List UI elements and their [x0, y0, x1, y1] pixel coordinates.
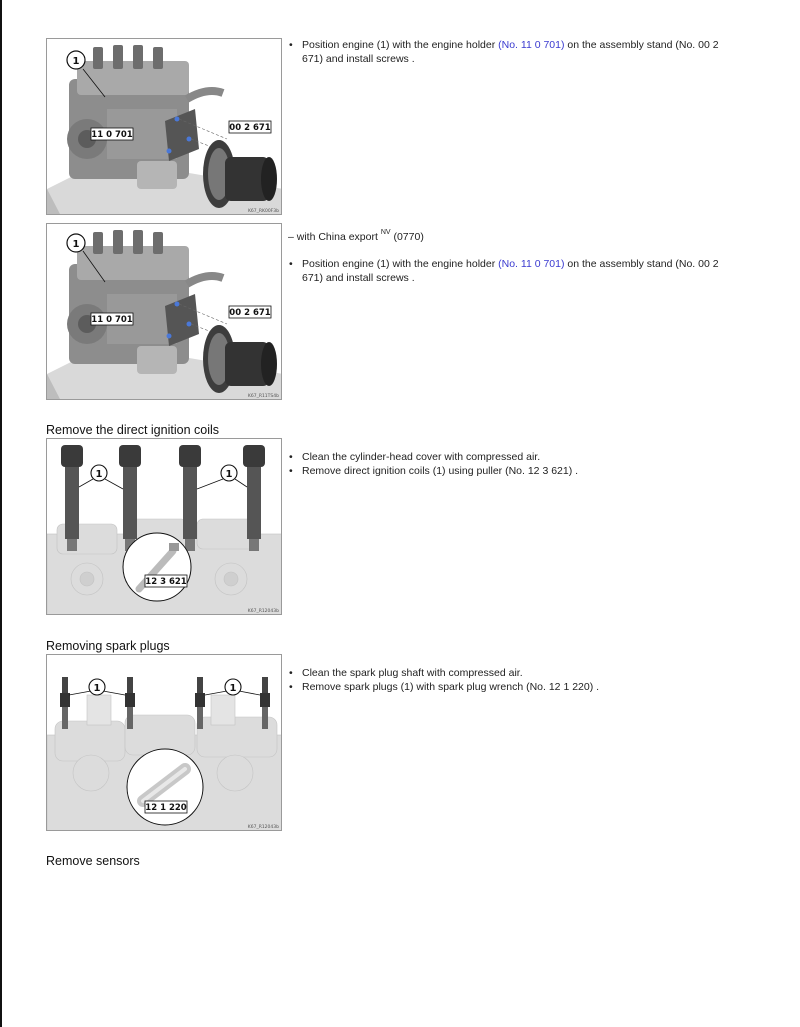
step-list — [288, 666, 758, 694]
svg-text:00 2 671: 00 2 671 — [229, 123, 271, 133]
engine-holder-china-figure — [46, 223, 282, 400]
page-left-border — [0, 0, 2, 1027]
tool-label-engine-holder — [91, 128, 133, 140]
ignition-coils-figure — [46, 438, 282, 615]
tool-label-spark-plug-wrench — [145, 801, 187, 813]
svg-text:1: 1 — [95, 469, 103, 480]
svg-text:12 3 621: 12 3 621 — [145, 577, 187, 587]
step-list — [288, 38, 758, 66]
svg-text:1: 1 — [72, 56, 80, 67]
figure-code: K67_R12043b — [247, 825, 279, 830]
section-heading-ignition-coils: Remove the direct ignition coils — [46, 423, 219, 437]
svg-text:1: 1 — [93, 683, 101, 694]
step-item: • Position engine (1) with the engine holder (No. 11 0 701) on the assembly stand (No. 00 2 671) and install screws . — [288, 38, 758, 66]
puller-detail — [123, 533, 191, 601]
tool-label-puller — [145, 575, 187, 587]
step-list — [288, 450, 758, 478]
spark-plugs-figure — [46, 654, 282, 831]
tool-label-engine-holder — [91, 313, 133, 325]
section-heading-sensors: Remove sensors — [46, 854, 140, 868]
svg-text:00 2 671: 00 2 671 — [229, 308, 271, 318]
svg-text:1: 1 — [229, 683, 237, 694]
step-item: • Remove spark plugs (1) with spark plug wrench (No. 12 1 220) . — [288, 680, 758, 694]
section-heading-spark-plugs: Removing spark plugs — [46, 639, 170, 653]
step-item: • Clean the spark plug shaft with compressed air. — [288, 666, 758, 680]
step-item: • Clean the cylinder-head cover with compressed air. — [288, 450, 758, 464]
step-list — [288, 257, 758, 285]
svg-text:1: 1 — [225, 469, 233, 480]
step-item: • Remove direct ignition coils (1) using puller (No. 12 3 621) . — [288, 464, 758, 478]
tool-label-assembly-stand — [229, 306, 271, 318]
svg-text:11 0 701: 11 0 701 — [91, 315, 133, 325]
tool-link-11-0-701[interactable]: (No. 11 0 701) — [498, 39, 565, 51]
svg-text:1: 1 — [72, 239, 80, 250]
step-item: • Position engine (1) with the engine holder (No. 11 0 701) on the assembly stand (No. 00 2 671) and install screws . — [288, 257, 758, 285]
figure-code: K67_R11TS4b — [247, 394, 279, 399]
svg-text:11 0 701: 11 0 701 — [91, 130, 133, 140]
spark-plug-wrench-detail — [127, 749, 203, 825]
svg-text:12 1 220: 12 1 220 — [145, 803, 187, 813]
figure-code: K67_R12043b — [247, 609, 279, 614]
figure-code: K67_RK00F3b — [247, 209, 279, 214]
engine-holder-figure — [46, 38, 282, 215]
variant-note: – with China export $^{NV}$ (0770) — [288, 229, 424, 243]
tool-label-assembly-stand — [229, 121, 271, 133]
tool-link-11-0-701[interactable]: (No. 11 0 701) — [498, 258, 565, 270]
